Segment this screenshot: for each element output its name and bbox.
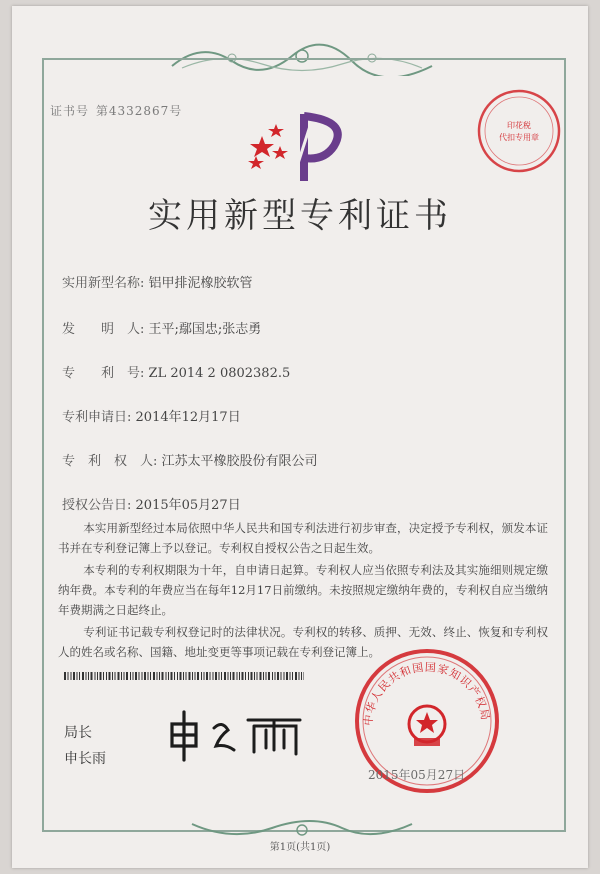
- svg-text:印花税: 印花税: [507, 121, 531, 130]
- field-value: 江苏太平橡胶股份有限公司: [161, 454, 318, 469]
- certificate-page: [12, 6, 588, 868]
- body-paragraph: 专利证书记载专利权登记时的法律状况。专利权的转移、质押、无效、终止、恢复和专利权人的姓名或名称、国籍、地址变更等事项记载在专利登记簿上。: [58, 625, 548, 659]
- director-title: 局长: [64, 725, 92, 741]
- director-signature: [162, 706, 312, 762]
- barcode: [64, 672, 304, 680]
- certificate-body: [58, 518, 548, 664]
- agency-stamp: [474, 86, 564, 176]
- field-value: 2014年12月17日: [135, 410, 241, 425]
- field-utility-model-name: [62, 272, 253, 291]
- field-label: 专 利 权 人:: [62, 454, 158, 469]
- svg-text:代扣专用章: 代扣专用章: [499, 133, 539, 142]
- field-patentee: [62, 450, 318, 469]
- field-label: 专 利 号:: [62, 366, 145, 381]
- field-application-date: [62, 406, 241, 425]
- field-label: 专利申请日:: [62, 410, 132, 425]
- field-label: 实用新型名称:: [62, 276, 145, 291]
- field-value: ZL 2014 2 0802382.5: [148, 366, 291, 381]
- field-announcement-date: [62, 494, 241, 513]
- field-value: 王平;鄢国忠;张志勇: [148, 322, 262, 337]
- field-patent-number: [62, 362, 290, 381]
- field-inventors: [62, 318, 261, 337]
- patent-office-logo-icon: [234, 106, 374, 186]
- field-label: 发 明 人:: [62, 322, 145, 337]
- page-footer: 第1页(共1页): [269, 842, 331, 853]
- field-label: 授权公告日:: [62, 498, 132, 513]
- seal-date: 2015年05月27日: [368, 768, 466, 782]
- certificate-title: 实用新型专利证书: [148, 196, 452, 236]
- body-paragraph: 本专利的专利权期限为十年，自申请日起算。专利权人应当依照专利法及其实施细则规定缴纳年费。本专利的年费应当在每年12月17日前缴纳。未按照规定缴纳年费的，专利权自应当缴纳年费期满之日起终止。: [58, 563, 548, 617]
- certificate-number-value: 第4332867号: [95, 104, 183, 118]
- field-value: 2015年05月27日: [135, 498, 241, 513]
- certificate-number: [50, 102, 182, 119]
- svg-text:中华人民共和国国家知识产权局: 中华人民共和国国家知识产权局: [361, 660, 492, 727]
- field-value: 铝甲排泥橡胶软管: [148, 276, 253, 291]
- certificate-number-label: 证书号: [50, 104, 90, 118]
- body-paragraph: 本实用新型经过本局依照中华人民共和国专利法进行初步审查，决定授予专利权，颁发本证书并在专利登记簿上予以登记。专利权自授权公告之日起生效。: [58, 521, 548, 555]
- director-name: 申长雨: [64, 751, 106, 767]
